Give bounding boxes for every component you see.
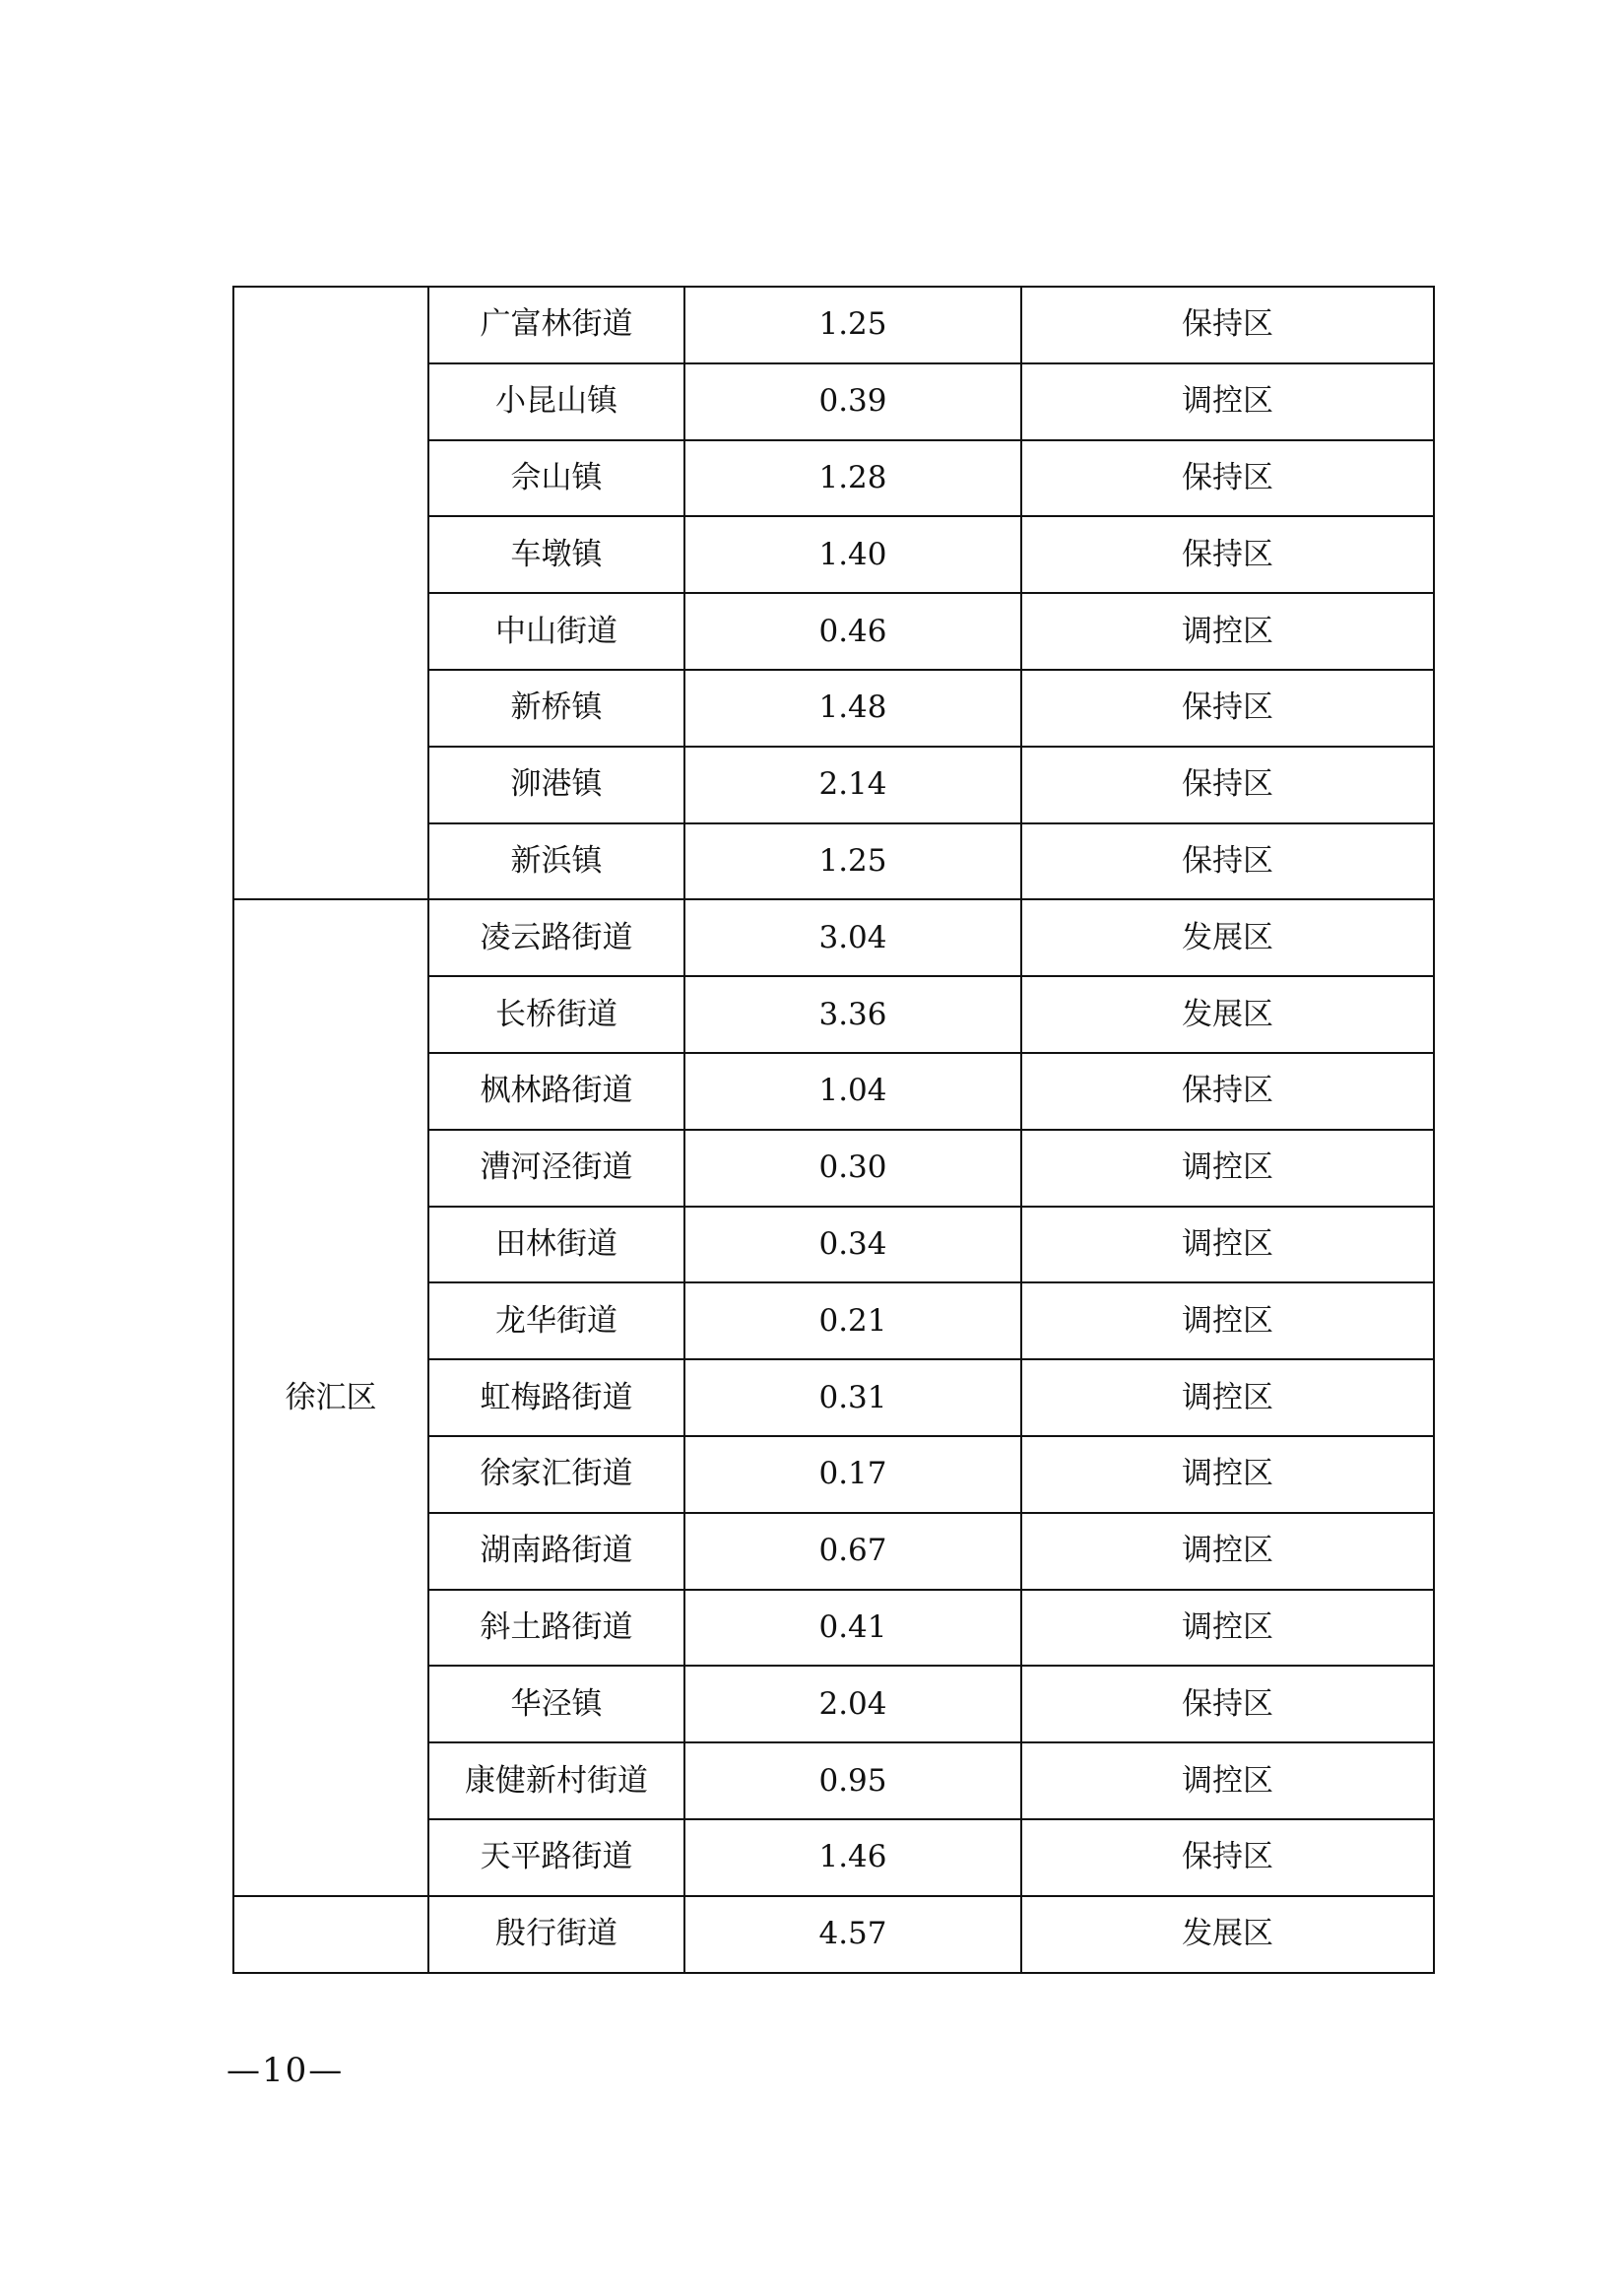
zone-type-cell: 调控区	[1021, 1742, 1434, 1819]
value-cell: 3.04	[684, 899, 1021, 976]
district-table	[232, 286, 1435, 1974]
zone-type-cell: 保持区	[1021, 670, 1434, 747]
street-name-cell: 中山街道	[428, 593, 684, 670]
street-name-cell: 新桥镇	[428, 670, 684, 747]
table-row	[233, 899, 1434, 976]
street-name-cell: 天平路街道	[428, 1819, 684, 1896]
value-cell: 3.36	[684, 976, 1021, 1053]
zone-type-cell: 调控区	[1021, 1513, 1434, 1590]
street-name-cell: 康健新村街道	[428, 1742, 684, 1819]
street-name-cell: 小昆山镇	[428, 363, 684, 440]
street-name-cell: 佘山镇	[428, 440, 684, 517]
street-name-cell: 凌云路街道	[428, 899, 684, 976]
value-cell: 0.41	[684, 1590, 1021, 1667]
street-name-cell: 殷行街道	[428, 1896, 684, 1973]
zone-type-cell: 发展区	[1021, 976, 1434, 1053]
value-cell: 1.40	[684, 516, 1021, 593]
street-name-cell: 漕河泾街道	[428, 1130, 684, 1207]
zone-type-cell: 保持区	[1021, 1053, 1434, 1130]
zone-type-cell: 调控区	[1021, 1207, 1434, 1283]
street-name-cell: 田林街道	[428, 1207, 684, 1283]
zone-type-cell: 调控区	[1021, 1130, 1434, 1207]
value-cell: 1.25	[684, 823, 1021, 900]
value-cell: 0.21	[684, 1282, 1021, 1359]
street-name-cell: 华泾镇	[428, 1666, 684, 1742]
street-name-cell: 新浜镇	[428, 823, 684, 900]
value-cell: 1.48	[684, 670, 1021, 747]
zone-type-cell: 保持区	[1021, 823, 1434, 900]
value-cell: 0.46	[684, 593, 1021, 670]
value-cell: 4.57	[684, 1896, 1021, 1973]
district-cell	[233, 287, 428, 899]
zone-type-cell: 调控区	[1021, 1359, 1434, 1436]
value-cell: 0.30	[684, 1130, 1021, 1207]
street-name-cell: 湖南路街道	[428, 1513, 684, 1590]
value-cell: 2.14	[684, 747, 1021, 823]
district-cell	[233, 1896, 428, 1973]
value-cell: 2.04	[684, 1666, 1021, 1742]
value-cell: 1.04	[684, 1053, 1021, 1130]
street-name-cell: 泖港镇	[428, 747, 684, 823]
street-name-cell: 广富林街道	[428, 287, 684, 363]
value-cell: 1.28	[684, 440, 1021, 517]
value-cell: 0.39	[684, 363, 1021, 440]
zone-type-cell: 发展区	[1021, 899, 1434, 976]
street-name-cell: 徐家汇街道	[428, 1436, 684, 1513]
district-table-body	[233, 287, 1434, 1973]
value-cell: 1.46	[684, 1819, 1021, 1896]
zone-type-cell: 保持区	[1021, 287, 1434, 363]
zone-type-cell: 保持区	[1021, 440, 1434, 517]
value-cell: 0.95	[684, 1742, 1021, 1819]
street-name-cell: 车墩镇	[428, 516, 684, 593]
street-name-cell: 虹梅路街道	[428, 1359, 684, 1436]
zone-type-cell: 调控区	[1021, 1282, 1434, 1359]
district-cell: 徐汇区	[233, 899, 428, 1895]
zone-type-cell: 调控区	[1021, 1436, 1434, 1513]
value-cell: 1.25	[684, 287, 1021, 363]
zone-type-cell: 调控区	[1021, 593, 1434, 670]
zone-type-cell: 调控区	[1021, 363, 1434, 440]
street-name-cell: 龙华街道	[428, 1282, 684, 1359]
zone-type-cell: 保持区	[1021, 1666, 1434, 1742]
zone-type-cell: 保持区	[1021, 516, 1434, 593]
value-cell: 0.34	[684, 1207, 1021, 1283]
street-name-cell: 长桥街道	[428, 976, 684, 1053]
zone-type-cell: 保持区	[1021, 1819, 1434, 1896]
value-cell: 0.17	[684, 1436, 1021, 1513]
street-name-cell: 枫林路街道	[428, 1053, 684, 1130]
zone-type-cell: 调控区	[1021, 1590, 1434, 1667]
value-cell: 0.31	[684, 1359, 1021, 1436]
zone-type-cell: 发展区	[1021, 1896, 1434, 1973]
page-number: —10—	[227, 2051, 345, 2090]
table-row	[233, 287, 1434, 363]
zone-type-cell: 保持区	[1021, 747, 1434, 823]
street-name-cell: 斜土路街道	[428, 1590, 684, 1667]
value-cell: 0.67	[684, 1513, 1021, 1590]
table-row	[233, 1896, 1434, 1973]
